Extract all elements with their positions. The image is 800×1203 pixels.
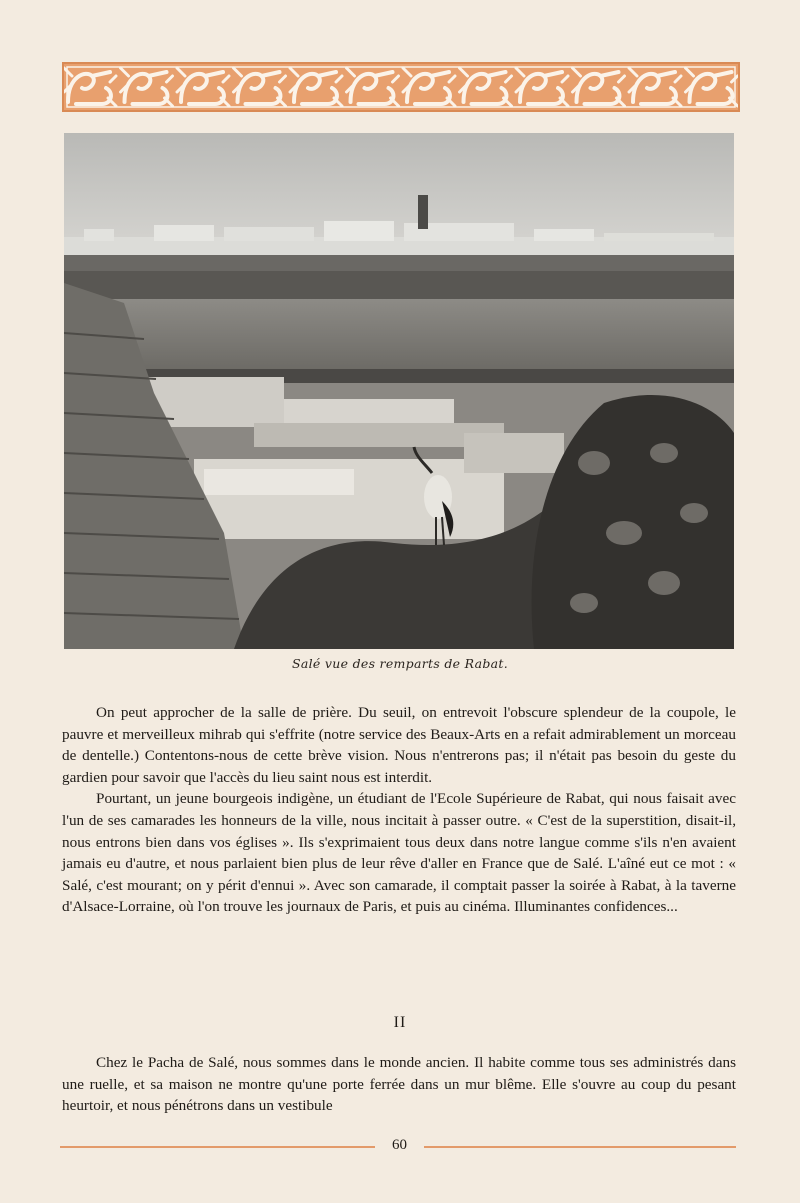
paragraph: On peut approcher de la salle de prière. Du seuil, on entrevoit l'obscure splendeur de la coupole, le pauvre et merveilleux mihrab qui s'effrite (notre service des Beaux-Arts en a refait admirablement un morceau de dentelle.) Contentons-nous de cette brève vision. Nous n'entrerons pas; il n'était pas besoin du geste du gardien pour savoir que l'accès du lieu saint nous est interdit. (62, 704, 736, 786)
interlace-ornament-icon (62, 62, 740, 112)
main-text (62, 702, 736, 918)
section-text (62, 1052, 736, 1117)
city-panorama-image (64, 133, 734, 649)
footer-rule-left (60, 1146, 375, 1148)
paragraph: Chez le Pacha de Salé, nous sommes dans le monde ancien. Il habite comme tous ses administrés dans une ruelle, et sa maison ne montre qu'une porte ferrée dans un mur blême. Elle s'ouvre au coup du pesant heurtoir, et nous pénétrons dans un vestibule (62, 1054, 736, 1115)
section-heading: II (393, 1014, 407, 1031)
footer-rule-right (424, 1146, 736, 1148)
ornamental-header-band (62, 62, 740, 112)
sale-photograph (64, 133, 734, 649)
photo-caption: Salé vue des remparts de Rabat. (292, 656, 508, 671)
paragraph: Pourtant, un jeune bourgeois indigène, un étudiant de l'Ecole Supérieure de Rabat, qui nous faisait avec l'un de ses camarades les honneurs de la ville, nous incitait à passer outre. « C'est de la superstition, disait-il, nous entrons bien dans vos églises ». Ils s'exprimaient tous deux dans notre langue comme s'ils n'en avaient jamais eu d'autre, et nous parlaient bien plus de leur rêve d'aller en France que de Salé. L'aîné eut ce mot : « Salé, c'est mourant; on y périt d'ennui ». Avec son camarade, il comptait passer la soirée à Rabat, à la taverne d'Alsace-Lorraine, où l'on trouve les journaux de Paris, et puis au cinéma. Illuminantes confidences... (62, 790, 736, 916)
page-number: 60 (392, 1137, 407, 1153)
